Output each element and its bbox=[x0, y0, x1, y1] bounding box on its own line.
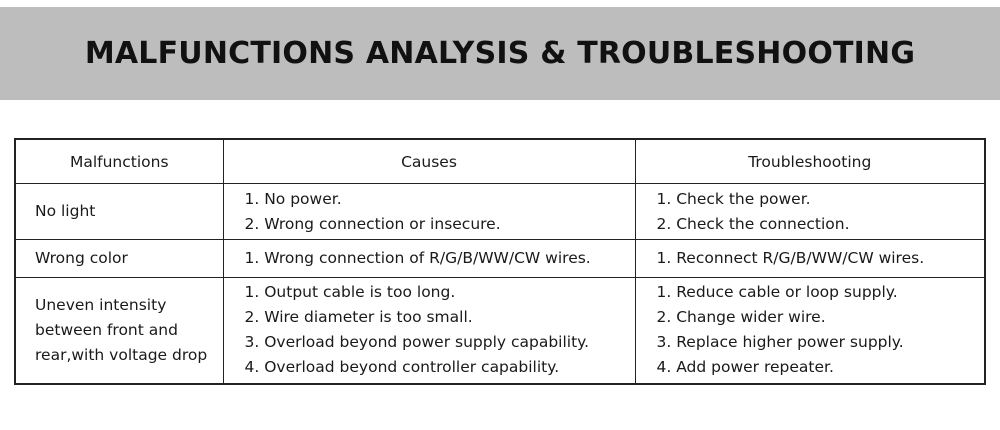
troubleshooting-item: 2. Change wider wire. bbox=[656, 308, 826, 327]
header-troubleshooting: Troubleshooting bbox=[635, 139, 985, 184]
malfunction-label: Uneven intensity bbox=[35, 295, 167, 314]
troubleshooting-cell bbox=[635, 240, 985, 278]
cause-item: 3. Overload beyond power supply capability. bbox=[244, 333, 590, 352]
malfunction-label: Wrong color bbox=[35, 249, 128, 267]
table-header-row bbox=[15, 139, 985, 184]
table-row bbox=[15, 184, 985, 240]
malfunction-label: rear,with voltage drop bbox=[35, 345, 208, 364]
table-row bbox=[15, 240, 985, 278]
troubleshooting-item: 3. Replace higher power supply. bbox=[656, 333, 904, 352]
malfunction-label: No light bbox=[35, 202, 96, 220]
page-title: MALFUNCTIONS ANALYSIS & TROUBLESHOOTING bbox=[84, 36, 916, 71]
malfunction-label: between front and bbox=[35, 320, 178, 339]
troubleshooting-item: 1. Reduce cable or loop supply. bbox=[656, 283, 898, 302]
troubleshooting-item: 1. Check the power. bbox=[656, 189, 811, 208]
causes-cell bbox=[223, 240, 635, 278]
troubleshooting-table bbox=[14, 138, 986, 385]
cause-item: 1. Wrong connection of R/G/B/WW/CW wires. bbox=[244, 249, 591, 267]
malfunction-cell bbox=[15, 278, 223, 384]
causes-cell bbox=[223, 278, 635, 384]
title-banner bbox=[0, 7, 1000, 100]
cause-item: 1. Output cable is too long. bbox=[244, 283, 456, 302]
table-row bbox=[15, 278, 985, 384]
malfunction-cell bbox=[15, 184, 223, 240]
cause-item: 4. Overload beyond controller capability. bbox=[244, 358, 560, 377]
cause-item: 2. Wrong connection or insecure. bbox=[244, 214, 501, 233]
troubleshooting-item: 1. Reconnect R/G/B/WW/CW wires. bbox=[656, 249, 925, 267]
troubleshooting-cell bbox=[635, 278, 985, 384]
cause-item: 1. No power. bbox=[244, 189, 342, 208]
troubleshooting-item: 4. Add power repeater. bbox=[656, 358, 834, 377]
causes-cell bbox=[223, 184, 635, 240]
header-malfunctions: Malfunctions bbox=[15, 139, 223, 184]
header-causes: Causes bbox=[223, 139, 635, 184]
cause-item: 2. Wire diameter is too small. bbox=[244, 308, 473, 327]
troubleshooting-cell bbox=[635, 184, 985, 240]
malfunction-cell bbox=[15, 240, 223, 278]
troubleshooting-item: 2. Check the connection. bbox=[656, 214, 850, 233]
